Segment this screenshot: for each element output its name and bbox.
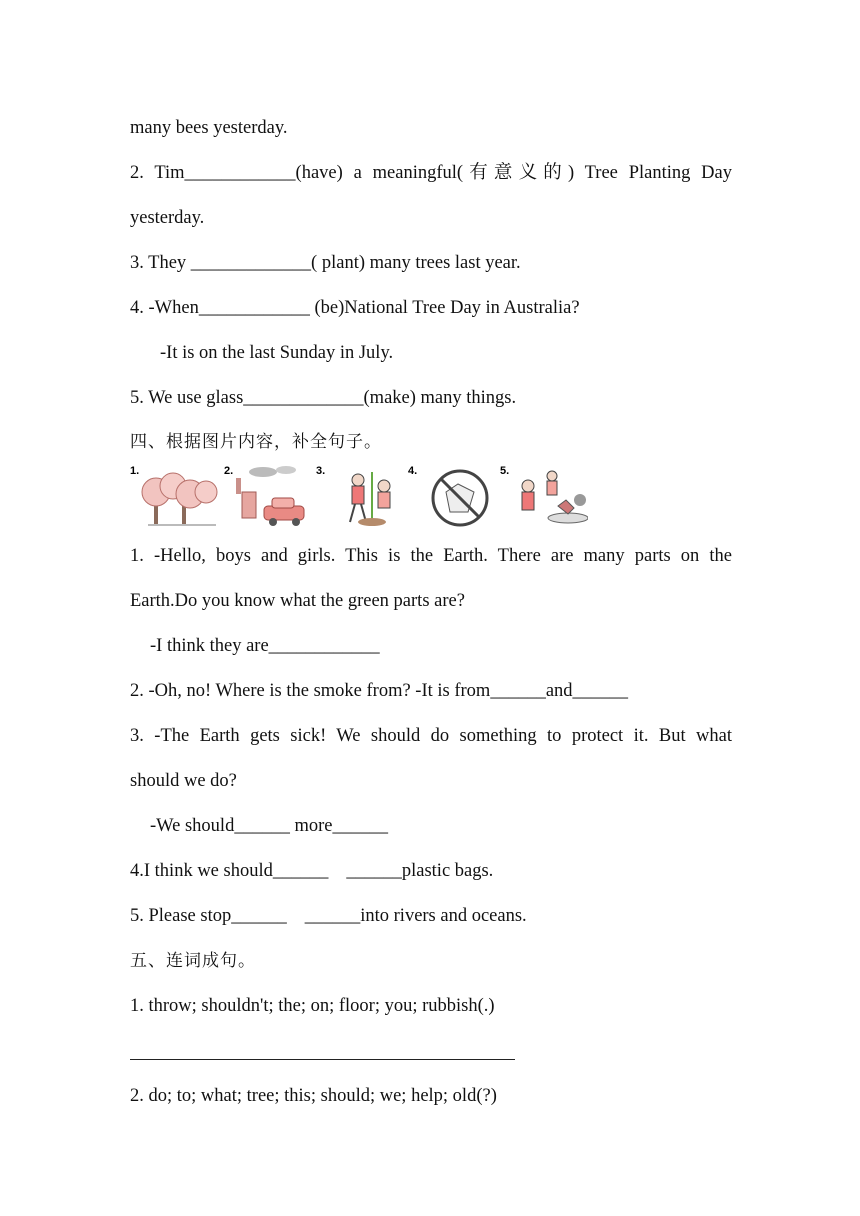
s4-q1-line-1: 1. -Hello, boys and girls. This is the Earth. There are many parts on the — [130, 546, 732, 566]
s4-q3-line-1: 3. -The Earth gets sick! We should do something to protect it. But what — [130, 726, 732, 746]
q4: 4. -When____________ (be)National Tree Day in Australia? — [130, 298, 580, 318]
q2-line-1: 2. Tim____________(have) a meaningful(有意义的) Tree Planting Day — [130, 163, 732, 183]
q4-answer: -It is on the last Sunday in July. — [160, 343, 394, 363]
no-plastic-bags-picture — [433, 471, 487, 525]
s4-q3-answer: -We should______ more______ — [150, 816, 388, 836]
s4-q5 — [130, 904, 527, 928]
river-rubbish-picture — [522, 471, 588, 523]
s5-q1: 1. throw; shouldn't; the; on; floor; you; rubbish(.) — [130, 996, 495, 1016]
section4-heading: 四、根据图片内容，补全句子。 — [130, 432, 382, 452]
s4-q4-part-2: ______plastic bags. — [346, 861, 494, 881]
picture-number-4: 4. — [408, 465, 418, 477]
s4-q1-answer: -I think they are____________ — [150, 636, 380, 656]
s4-q5-part-1: 5. Please stop______ — [130, 906, 287, 926]
factory-car-picture — [236, 466, 304, 526]
s4-q5-part-2: ______into rivers and oceans. — [304, 906, 527, 926]
picture-number-3: 3. — [316, 465, 326, 477]
s5-q1-answer-line — [130, 1059, 515, 1060]
q5: 5. We use glass_____________(make) many things. — [130, 388, 517, 408]
q1-tail: many bees yesterday. — [130, 118, 288, 138]
s5-q2: 2. do; to; what; tree; this; should; we; help; old(?) — [130, 1086, 497, 1106]
trees-picture — [142, 473, 217, 525]
s4-q1-line-2: Earth.Do you know what the green parts are? — [130, 591, 465, 611]
picture-number-1: 1. — [130, 465, 140, 477]
section5-heading: 五、连词成句。 — [130, 951, 256, 971]
picture-number-2: 2. — [224, 465, 234, 477]
planting-picture — [350, 472, 390, 526]
q3: 3. They _____________( plant) many trees last year. — [130, 253, 521, 273]
s4-q2: 2. -Oh, no! Where is the smoke from? -It is from______and______ — [130, 681, 629, 701]
s4-q3-line-2: should we do? — [130, 771, 237, 791]
q2-line-2: yesterday. — [130, 208, 205, 228]
picture-number-5: 5. — [500, 465, 510, 477]
s4-q4-part-1: 4.I think we should______ — [130, 861, 329, 881]
picture-strip — [128, 462, 588, 532]
s4-q4 — [130, 859, 493, 883]
